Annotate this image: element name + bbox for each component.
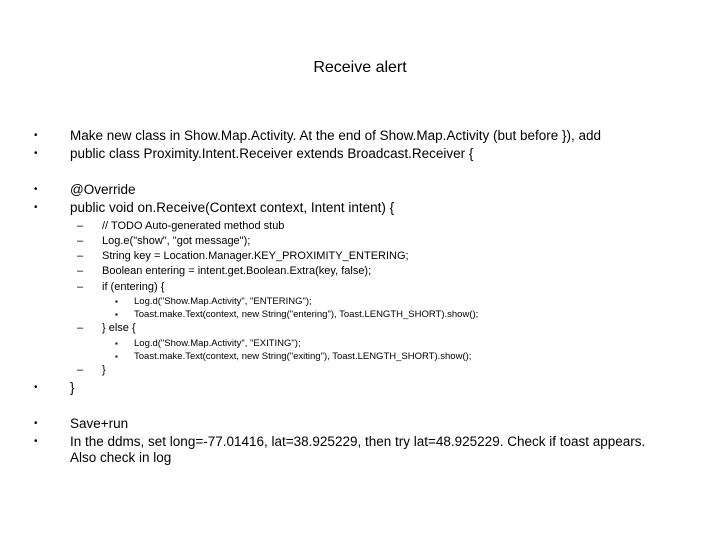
bullet-marker: • (34, 382, 38, 393)
sub-sub-bullet-marker: ▪ (115, 352, 118, 361)
sub-bullet-text: Log.e("show", "got message"); (102, 235, 251, 247)
sub-bullet-text: Boolean entering = intent.get.Boolean.Extra(key, false); (102, 265, 372, 277)
bullet-text: Make new class in Show.Map.Activity. At the end of Show.Map.Activity (but before }), add (70, 128, 602, 143)
sub-bullet-text: } (102, 364, 106, 376)
sub-bullet-text: // TODO Auto-generated method stub (102, 220, 285, 232)
sub-sub-bullet-marker: ▪ (115, 339, 118, 348)
bullet-marker: • (34, 418, 38, 429)
bullet-text: @Override (70, 182, 136, 197)
sub-bullet-marker: – (77, 281, 84, 293)
bullet-marker: • (34, 202, 38, 213)
sub-sub-bullet-text: Log.d("Show.Map.Activity", "EXITING"); (134, 338, 301, 349)
sub-sub-bullet-text: Toast.make.Text(context, new String("exiting"), Toast.LENGTH_SHORT).show(); (134, 351, 472, 362)
sub-bullet-text: String key = Location.Manager.KEY_PROXIMITY_ENTERING; (102, 250, 409, 262)
sub-bullet-marker: – (77, 364, 84, 376)
sub-bullet-text: } else { (102, 322, 136, 334)
sub-bullet-marker: – (77, 265, 84, 277)
bullet-marker: • (34, 130, 38, 141)
bullet-text: Save+run (70, 416, 129, 431)
bullet-marker: • (34, 148, 38, 159)
bullet-text-continuation: Also check in log (70, 450, 172, 465)
bullet-text: public void on.Receive(Context context, Intent intent) { (70, 200, 395, 215)
slide-title: Receive alert (313, 59, 407, 76)
sub-bullet-marker: – (77, 235, 84, 247)
bullet-text: } (70, 380, 75, 395)
sub-sub-bullet-marker: ▪ (115, 297, 118, 306)
bullet-marker: • (34, 184, 38, 195)
sub-bullet-marker: – (77, 322, 84, 334)
bullet-text: public class Proximity.Intent.Receiver extends Broadcast.Receiver { (70, 146, 474, 161)
sub-bullet-marker: – (77, 250, 84, 262)
sub-sub-bullet-text: Log.d("Show.Map.Activity", "ENTERING"); (134, 296, 312, 307)
sub-sub-bullet-text: Toast.make.Text(context, new String("entering"), Toast.LENGTH_SHORT).show(); (134, 309, 479, 320)
sub-sub-bullet-marker: ▪ (115, 310, 118, 319)
sub-bullet-text: if (entering) { (102, 281, 165, 293)
bullet-text: In the ddms, set long=-77.01416, lat=38.925229, then try lat=48.925229. Check if toast appears. (70, 434, 646, 449)
bullet-marker: • (34, 436, 38, 447)
sub-bullet-marker: – (77, 220, 84, 232)
